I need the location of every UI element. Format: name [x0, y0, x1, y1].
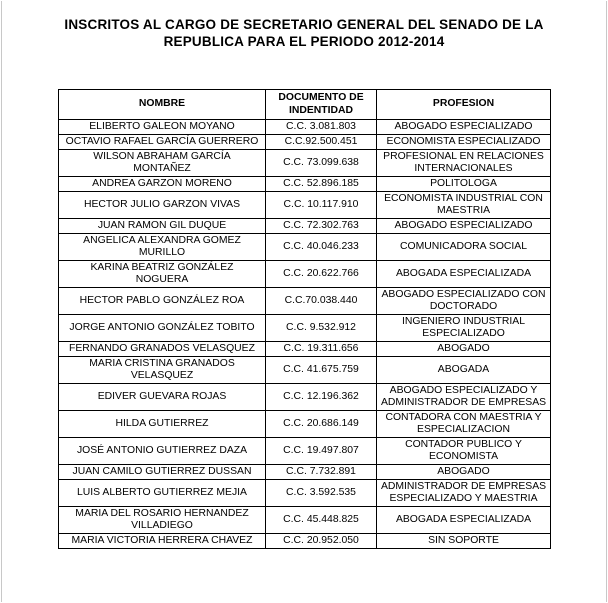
cell-documento: C.C.92.500.451 — [266, 135, 377, 150]
table-row — [59, 534, 551, 549]
cell-nombre-line: VILLADIEGO — [131, 520, 193, 531]
cell-nombre-line: ANDREA GARZON MORENO — [92, 177, 232, 189]
cell-nombre — [59, 411, 266, 438]
cell-profesion-line: CONTADORA CON MAESTRIA Y — [385, 411, 542, 423]
cell-profesion — [377, 135, 551, 150]
table-row — [59, 438, 551, 465]
cell-profesion-line: ECONOMISTA INDUSTRIAL CON — [384, 192, 543, 204]
table-row — [59, 480, 551, 507]
cell-nombre — [59, 288, 266, 315]
cell-profesion-line: ESPECIALIZADO — [422, 328, 505, 339]
cell-profesion-line: ABOGADA — [437, 363, 490, 375]
table-body — [59, 120, 551, 549]
cell-profesion — [377, 261, 551, 288]
cell-nombre — [59, 135, 266, 150]
cell-profesion-line: ABOGADO — [437, 465, 490, 477]
header-documento-line-1: DOCUMENTO DE — [278, 92, 364, 103]
cell-nombre-line: JUAN RAMON GIL DUQUE — [97, 219, 227, 231]
cell-profesion-line: MAESTRIA — [436, 205, 491, 216]
cell-profesion-line: ABOGADO ESPECIALIZADO — [394, 219, 533, 231]
cell-nombre-line: LUIS ALBERTO GUTIERREZ MEJIA — [77, 486, 247, 498]
cell-profesion-line: ESPECIALIZACION — [417, 424, 510, 435]
cell-profesion — [377, 465, 551, 480]
table-header-row — [59, 90, 551, 120]
cell-nombre-line: FERNANDO GRANADOS VELASQUEZ — [69, 342, 255, 354]
cell-profesion — [377, 438, 551, 465]
cell-documento: C.C. 20.952.050 — [266, 534, 377, 549]
cell-profesion — [377, 534, 551, 549]
cell-profesion-line: SIN SOPORTE — [428, 534, 499, 546]
cell-documento: C.C. 3.592.535 — [266, 480, 377, 507]
table-row — [59, 342, 551, 357]
cell-nombre-line: MARIA CRISTINA GRANADOS — [89, 357, 235, 369]
cell-profesion-line: DOCTORADO — [429, 301, 498, 312]
cell-nombre-line: NOGUERA — [135, 274, 189, 285]
table-row — [59, 120, 551, 135]
cell-documento: C.C. 73.099.638 — [266, 150, 377, 177]
cell-profesion-line: ABOGADO — [437, 342, 490, 354]
cell-profesion — [377, 234, 551, 261]
cell-nombre — [59, 384, 266, 411]
cell-profesion-line: ECONOMISTA ESPECIALIZADO — [386, 135, 541, 147]
cell-documento: C.C. 20.622.766 — [266, 261, 377, 288]
table-row — [59, 315, 551, 342]
cell-nombre — [59, 534, 266, 549]
header-nombre: NOMBRE — [59, 90, 266, 120]
cell-documento: C.C. 20.686.149 — [266, 411, 377, 438]
cell-profesion — [377, 219, 551, 234]
cell-profesion-line: ADMINISTRADOR DE EMPRESAS — [380, 480, 547, 492]
cell-profesion-line: ABOGADA ESPECIALIZADA — [395, 267, 532, 279]
cell-profesion — [377, 357, 551, 384]
cell-profesion-line: ABOGADO ESPECIALIZADO CON — [381, 288, 546, 300]
header-profesion: PROFESION — [377, 90, 551, 120]
cell-nombre-line: OCTAVIO RAFAEL GARCÍA GUERRERO — [65, 135, 259, 147]
cell-nombre-line: JUAN CAMILO GUTIERREZ DUSSAN — [72, 465, 252, 477]
header-documento-line-2: INDENTIDAD — [288, 104, 354, 116]
document-title — [0, 16, 608, 50]
cell-nombre-line: HILDA GUTIERREZ — [115, 417, 209, 429]
cell-profesion-line: POLITOLOGA — [430, 177, 497, 189]
cell-nombre-line: EDIVER GUEVARA ROJAS — [97, 390, 227, 402]
table-row — [59, 411, 551, 438]
cell-documento: C.C. 7.732.891 — [266, 465, 377, 480]
cell-nombre-line: KARINA BEATRIZ GONZÁLEZ — [90, 261, 234, 273]
cell-documento: C.C. 12.196.362 — [266, 384, 377, 411]
cell-nombre — [59, 438, 266, 465]
cell-profesion — [377, 192, 551, 219]
cell-profesion-line: INTERNACIONALES — [414, 163, 513, 174]
cell-nombre-line: HECTOR PABLO GONZÁLEZ ROA — [79, 294, 245, 306]
header-documento — [266, 90, 377, 120]
cell-documento: C.C. 52.896.185 — [266, 177, 377, 192]
cell-nombre — [59, 150, 266, 177]
cell-documento: C.C. 40.046.233 — [266, 234, 377, 261]
cell-profesion — [377, 384, 551, 411]
cell-documento: C.C. 3.081.803 — [266, 120, 377, 135]
cell-profesion-line: PROFESIONAL EN RELACIONES — [383, 150, 544, 162]
cell-nombre-line: VELASQUEZ — [130, 370, 194, 381]
cell-nombre — [59, 507, 266, 534]
cell-nombre-line: WILSON ABRAHAM GARCÍA — [93, 150, 231, 162]
cell-nombre — [59, 177, 266, 192]
table-row — [59, 192, 551, 219]
cell-nombre — [59, 192, 266, 219]
cell-profesion-line: ESPECIALIZADO Y MAESTRIA — [389, 493, 538, 504]
table-row — [59, 150, 551, 177]
cell-documento: C.C. 72.302.763 — [266, 219, 377, 234]
cell-nombre-line: HECTOR JULIO GARZON VIVAS — [83, 198, 241, 210]
cell-profesion-line: ABOGADO ESPECIALIZADO Y — [389, 384, 538, 396]
table-row — [59, 234, 551, 261]
cell-nombre — [59, 357, 266, 384]
cell-profesion — [377, 177, 551, 192]
table-row — [59, 288, 551, 315]
cell-profesion-line: COMUNICADORA SOCIAL — [399, 240, 528, 252]
cell-nombre — [59, 234, 266, 261]
table-row — [59, 135, 551, 150]
cell-documento: C.C. 45.448.825 — [266, 507, 377, 534]
cell-profesion — [377, 288, 551, 315]
cell-profesion-line: ECONOMISTA — [428, 451, 499, 462]
cell-profesion — [377, 480, 551, 507]
cell-nombre-line: JORGE ANTONIO GONZÁLEZ TOBITO — [69, 321, 255, 333]
cell-documento: C.C. 19.497.807 — [266, 438, 377, 465]
cell-profesion — [377, 315, 551, 342]
cell-nombre-line: MURILLO — [138, 247, 186, 258]
cell-profesion — [377, 120, 551, 135]
cell-nombre-line: ANGELICA ALEXANDRA GOMEZ — [83, 234, 241, 246]
cell-nombre — [59, 480, 266, 507]
table-row — [59, 177, 551, 192]
cell-documento: C.C.70.038.440 — [266, 288, 377, 315]
table-row — [59, 261, 551, 288]
title-line-1: INSCRITOS AL CARGO DE SECRETARIO GENERAL DEL SENADO DE LA — [64, 17, 544, 32]
cell-profesion-line: CONTADOR PUBLICO Y — [405, 438, 522, 450]
cell-documento: C.C. 19.311.656 — [266, 342, 377, 357]
cell-profesion-line: ABOGADO ESPECIALIZADO — [394, 120, 533, 132]
cell-profesion-line: INGENIERO INDUSTRIAL — [402, 315, 525, 327]
cell-documento: C.C. 10.117.910 — [266, 192, 377, 219]
cell-profesion — [377, 507, 551, 534]
cell-nombre-line: MARIA DEL ROSARIO HERNANDEZ — [75, 507, 249, 519]
cell-nombre — [59, 465, 266, 480]
cell-profesion — [377, 150, 551, 177]
title-line-2: REPUBLICA PARA EL PERIODO 2012-2014 — [163, 34, 445, 49]
cell-nombre — [59, 120, 266, 135]
cell-nombre-line: ELIBERTO GALEON MOYANO — [89, 120, 235, 132]
cell-nombre-line: MARIA VICTORIA HERRERA CHAVEZ — [71, 534, 253, 546]
cell-profesion-line: ABOGADA ESPECIALIZADA — [395, 513, 532, 525]
cell-nombre — [59, 219, 266, 234]
cell-nombre — [59, 261, 266, 288]
cell-nombre-line: MONTAÑEZ — [133, 163, 191, 174]
table-row — [59, 219, 551, 234]
table-row — [59, 507, 551, 534]
cell-documento: C.C. 9.532.912 — [266, 315, 377, 342]
table-row — [59, 357, 551, 384]
cell-profesion — [377, 411, 551, 438]
candidates-table — [58, 89, 551, 549]
cell-nombre — [59, 315, 266, 342]
table-row — [59, 384, 551, 411]
cell-profesion — [377, 342, 551, 357]
cell-nombre-line: JOSÉ ANTONIO GUTIERREZ DAZA — [76, 444, 248, 456]
cell-documento: C.C. 41.675.759 — [266, 357, 377, 384]
cell-profesion-line: ADMINISTRADOR DE EMPRESAS — [380, 397, 547, 408]
table-row — [59, 465, 551, 480]
cell-nombre — [59, 342, 266, 357]
